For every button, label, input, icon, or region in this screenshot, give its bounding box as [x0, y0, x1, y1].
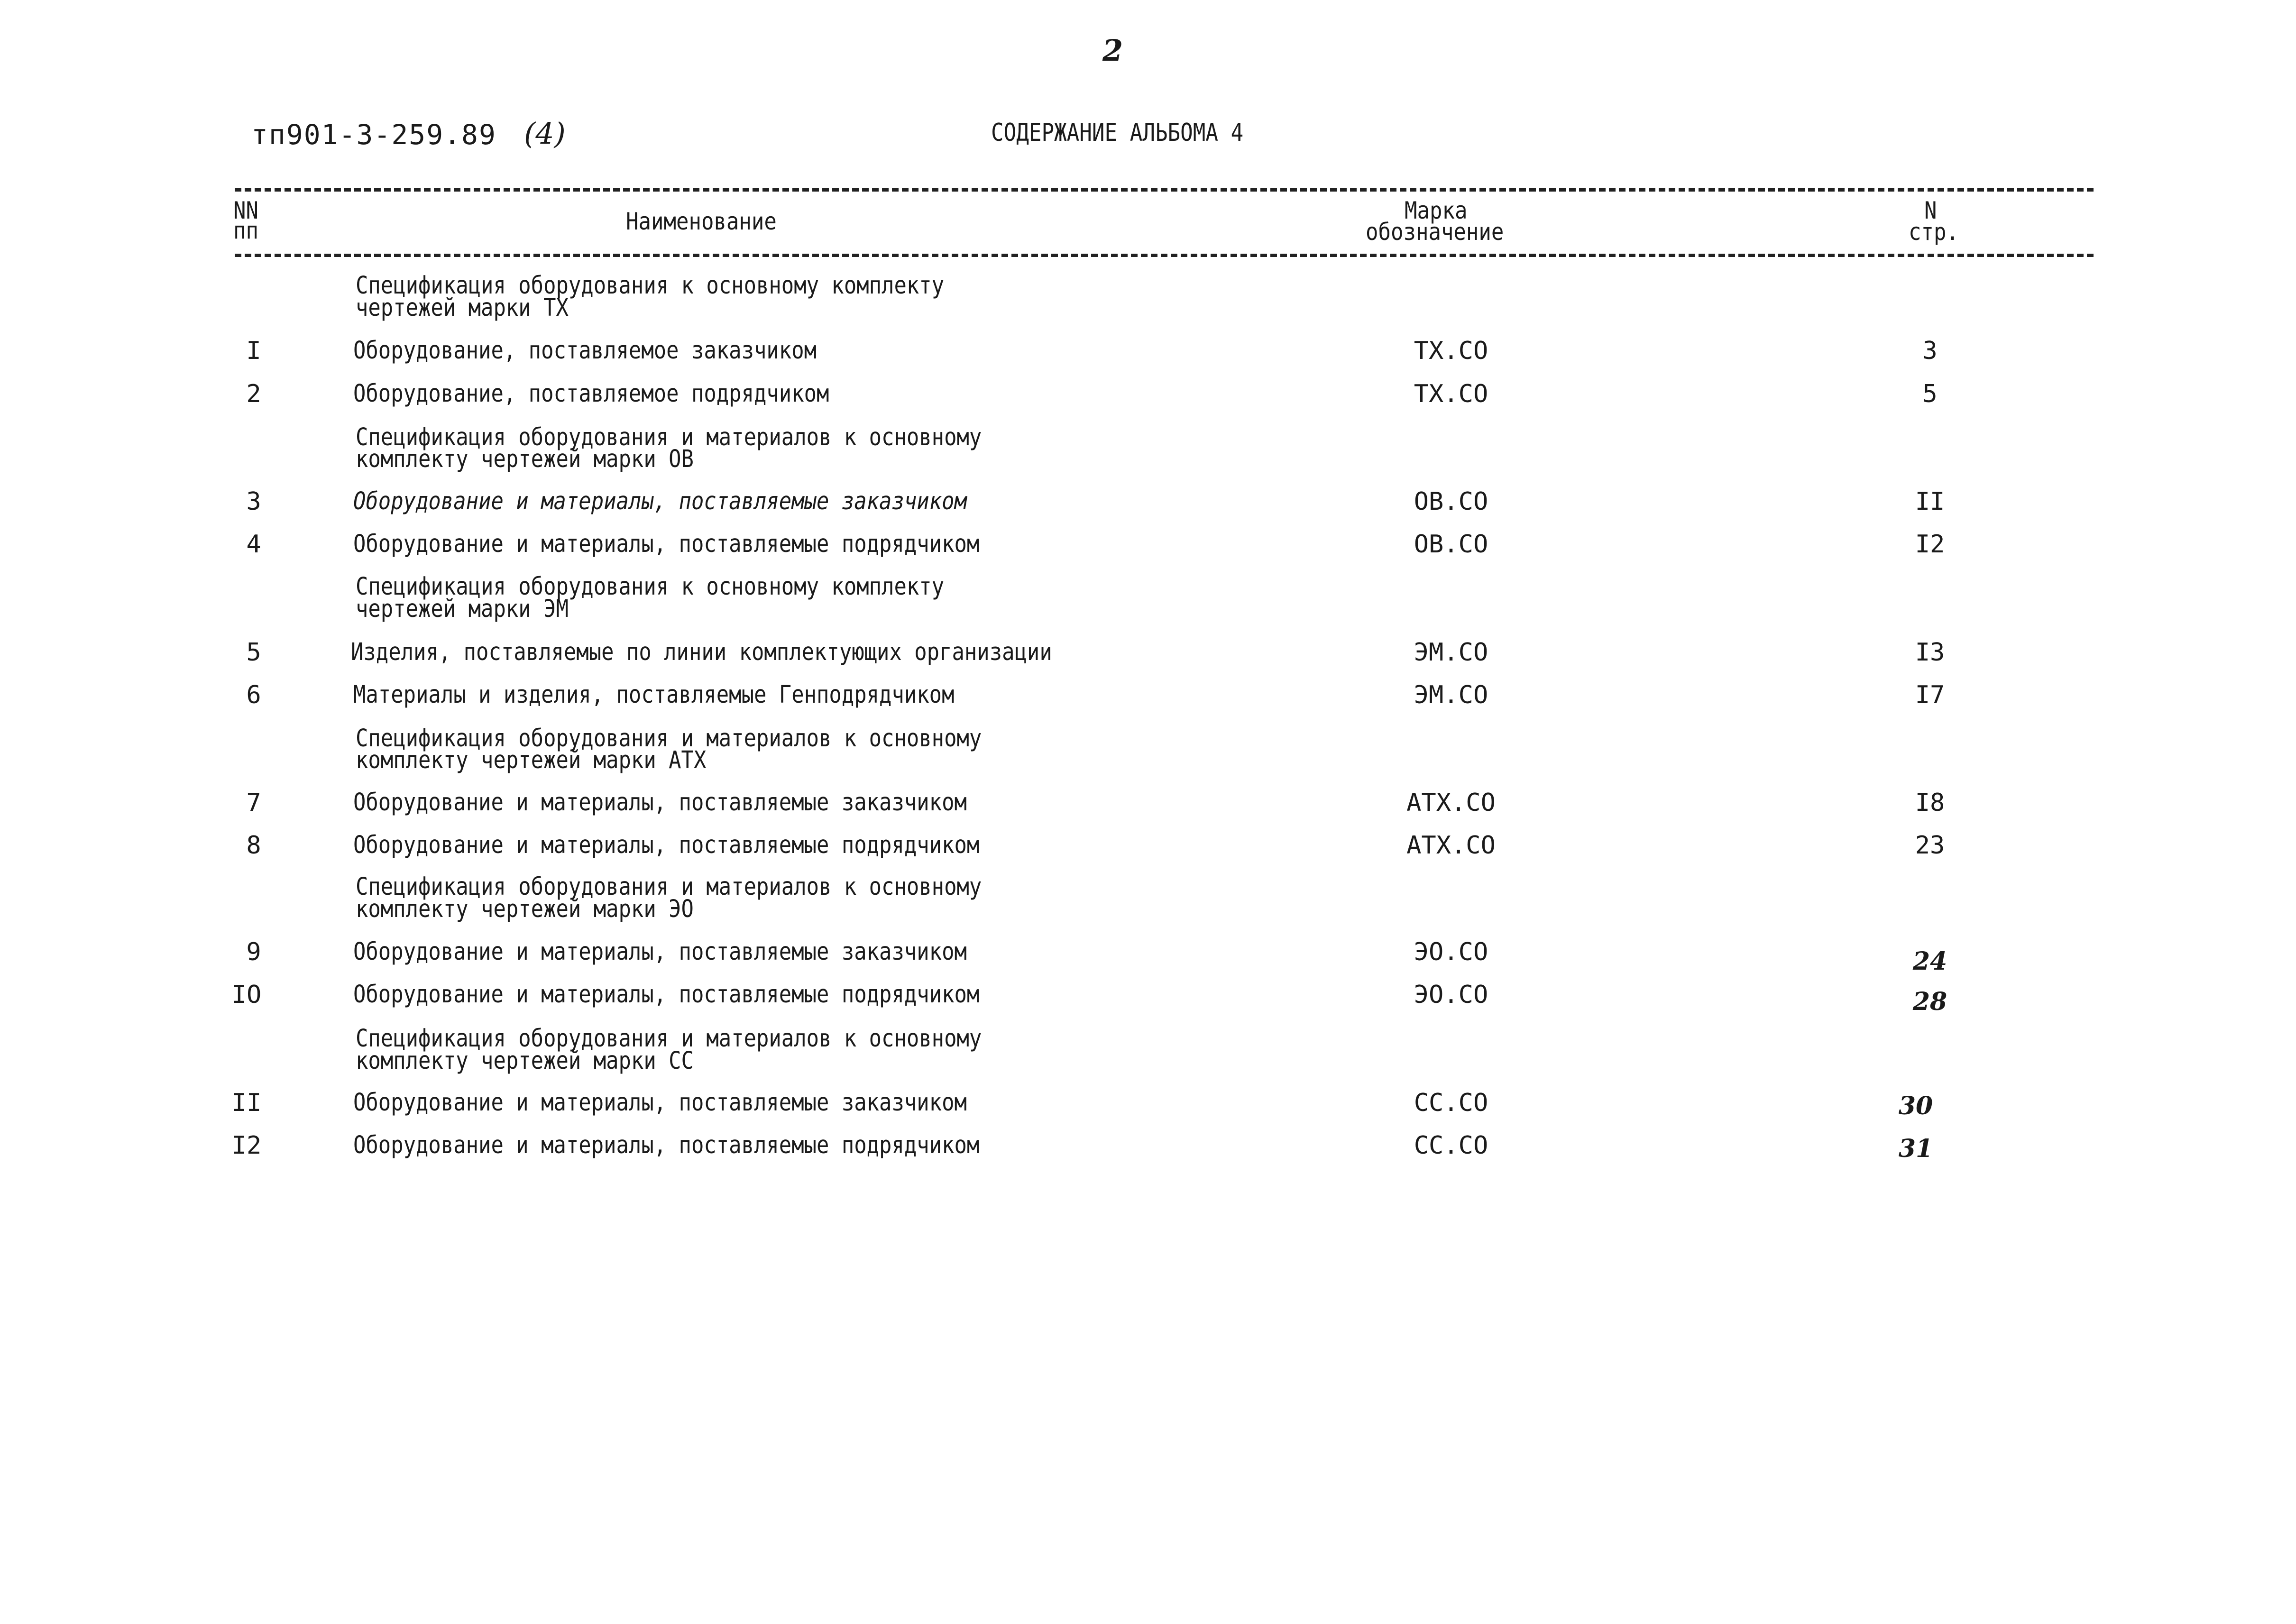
row-mark: ЭМ.СО: [1414, 638, 1488, 667]
section-heading-line: комплекту чертежей марки ЭО: [356, 895, 694, 923]
page-number: 2: [1102, 33, 1123, 68]
row-number: 5: [246, 638, 261, 667]
row-mark: ОВ.СО: [1414, 530, 1488, 559]
row-mark: АТХ.СО: [1406, 789, 1496, 817]
column-header-name: Наименование: [626, 208, 777, 235]
row-number: I: [246, 337, 261, 365]
row-number: 9: [246, 938, 261, 966]
column-header-mark-line1: Марка: [1405, 197, 1468, 224]
row-number: 6: [246, 681, 261, 709]
section-heading-line: комплекту чертежей марки АТХ: [356, 746, 707, 774]
row-mark: ТХ.СО: [1414, 337, 1488, 365]
row-name: Оборудование и материалы, поставляемые подрядчиком: [353, 981, 980, 1009]
row-name: Оборудование, поставляемое подрядчиком: [353, 380, 829, 408]
row-name: Оборудование и материалы, поставляемые подрядчиком: [353, 831, 980, 859]
table-top-rule: [235, 188, 2094, 192]
column-header-number-line1: NN: [233, 197, 258, 224]
row-mark: ЭО.СО: [1414, 938, 1488, 966]
row-page: 5: [1922, 380, 1938, 408]
section-heading-line: комплекту чертежей марки СС: [356, 1047, 694, 1075]
row-number: I2: [231, 1131, 262, 1160]
section-heading-line: комплекту чертежей марки ОВ: [356, 445, 694, 473]
row-page: I8: [1915, 789, 1945, 817]
document-code: тп901-3-259.89: [251, 119, 496, 151]
row-page: I7: [1915, 681, 1945, 709]
column-header-mark-line2: обозначение: [1366, 218, 1504, 246]
row-mark: ТХ.СО: [1414, 380, 1488, 408]
row-page: I2: [1915, 530, 1945, 559]
column-header-page-line1: N: [1924, 197, 1937, 224]
row-name: Материалы и изделия, поставляемые Генподрядчиком: [353, 681, 955, 709]
row-page: II: [1915, 487, 1945, 516]
row-number: 7: [246, 789, 261, 817]
row-mark: СС.СО: [1414, 1089, 1488, 1117]
table-header-rule: [235, 254, 2094, 257]
row-number: 4: [246, 530, 261, 559]
row-mark: ЭМ.СО: [1414, 681, 1488, 709]
column-header-number-line2: пп: [233, 217, 258, 244]
section-heading-line: Спецификация оборудования и материалов к основному: [356, 423, 982, 451]
row-mark: ЭО.СО: [1414, 981, 1488, 1009]
row-name: Оборудование и материалы, поставляемые подрядчиком: [353, 530, 980, 558]
row-number: IO: [231, 981, 262, 1009]
row-page: 30: [1898, 1092, 1933, 1120]
row-page: 31: [1898, 1134, 1933, 1163]
album-index: (4): [524, 116, 566, 151]
row-mark: ОВ.СО: [1414, 487, 1488, 516]
section-heading-line: Спецификация оборудования и материалов к основному: [356, 873, 982, 901]
page-title: СОДЕРЖАНИЕ АЛЬБОМА 4: [991, 119, 1244, 147]
row-number: II: [231, 1089, 262, 1117]
section-heading-line: Спецификация оборудования и материалов к основному: [356, 725, 982, 752]
row-number: 3: [246, 487, 261, 516]
row-page: 28: [1912, 987, 1947, 1016]
row-number: 2: [246, 380, 261, 408]
row-name: Изделия, поставляемые по линии комплектующих организации: [351, 638, 1052, 666]
row-mark: СС.СО: [1414, 1131, 1488, 1160]
section-heading-line: Спецификация оборудования к основному комплекту: [356, 573, 945, 601]
column-header-page-line2: стр.: [1909, 218, 1959, 246]
row-mark: АТХ.СО: [1406, 831, 1496, 860]
section-heading-line: чертежей марки ЭМ: [356, 595, 569, 623]
row-page: 24: [1912, 947, 1947, 976]
row-page: 23: [1915, 831, 1945, 860]
section-heading-line: Спецификация оборудования к основному комплекту: [356, 272, 945, 300]
row-name: Оборудование и материалы, поставляемые заказчиком: [353, 1089, 967, 1117]
row-page: 3: [1922, 337, 1938, 365]
row-name: Оборудование и материалы, поставляемые подрядчиком: [353, 1131, 980, 1159]
row-name: Оборудование и материалы, поставляемые заказчиком: [353, 789, 967, 817]
row-number: 8: [246, 831, 261, 860]
section-heading-line: чертежей марки ТХ: [356, 294, 569, 322]
row-name: Оборудование, поставляемое заказчиком: [353, 337, 817, 365]
row-name: Оборудование и материалы, поставляемые заказчиком: [353, 938, 967, 966]
row-page: I3: [1915, 638, 1945, 667]
row-name: Оборудование и материалы, поставляемые заказчиком: [353, 487, 967, 515]
section-heading-line: Спецификация оборудования и материалов к основному: [356, 1025, 982, 1053]
